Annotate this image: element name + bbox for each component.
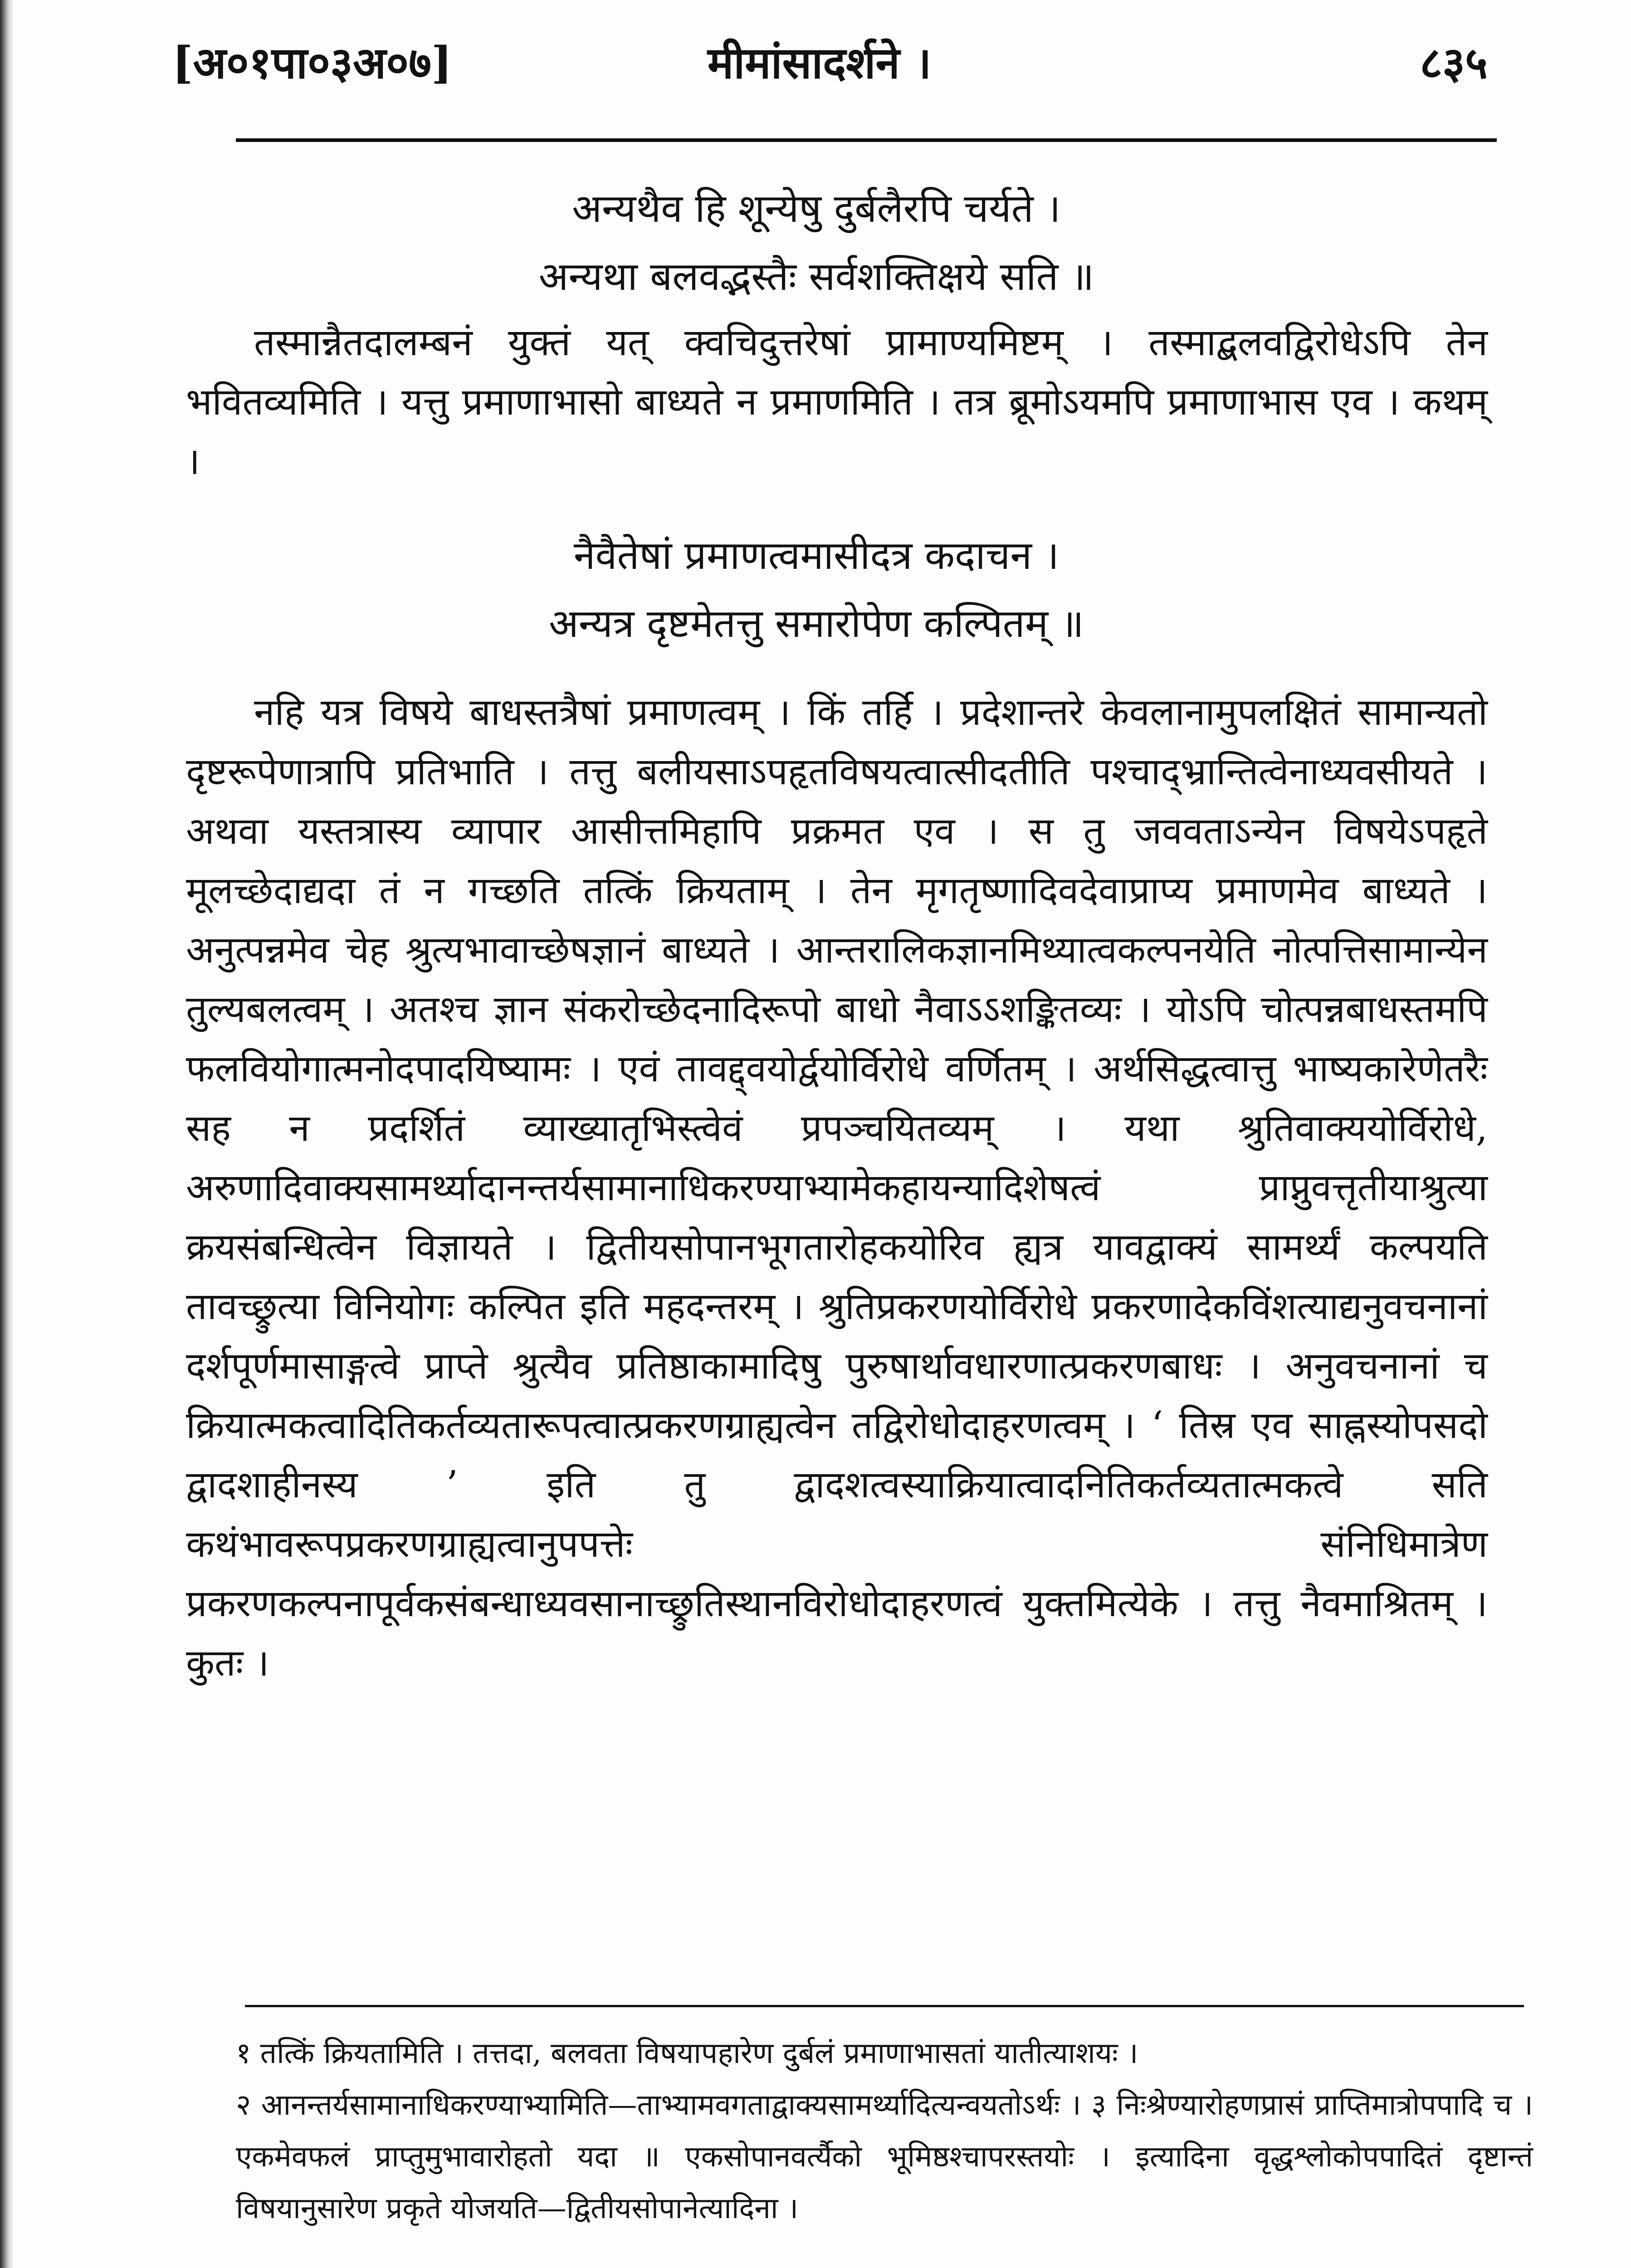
verse-block-1	[181, 175, 1451, 311]
page-number: ८३५	[1420, 37, 1488, 88]
scan-edge-shadow	[0, 0, 14, 2268]
chapter-reference: [अ०१पा०३अ०७]	[172, 37, 452, 88]
running-header	[172, 32, 1488, 86]
paragraph-2: नहि यत्र विषये बाधस्तत्रैषां प्रमाणत्वम् । किं तर्हि । प्रदेशान्तरे केवलानामुपलक्षितं सामान्यतो दृष्टरूपेणात्रापि प्रतिभाति । तत्तु बलीयसाऽपहृतविषयत्वात्सीदतीति पश्चाद्भ्रान्तित्वेनाध्यवसीयते । अथवा यस्तत्रास्य व्यापार आसीत्तमिहापि प्रक्रमत एव । स तु जववताऽन्येन विषयेऽपहृते मूलच्छेदाद्यदा तं न गच्छति तत्किं क्रियताम् । तेन मृगतृष्णादिवदेवाप्राप्य प्रमाणमेव बाध्यते । अनुत्पन्नमेव चेह श्रुत्यभावाच्छेषज्ञानं बाध्यते । आन्तरालिकज्ञानमिथ्यात्वकल्पनयेति नोत्पत्तिसामान्येन तुल्यबलत्वम् । अतश्च ज्ञान संकरोच्छेदनादिरूपो बाधो नैवाऽऽशङ्कितव्यः । योऽपि चोत्पन्नबाधस्तमपि फलवियोगात्मनोदपादयिष्यामः । एवं तावद्द्वयोर्द्वयोर्विरोधे वर्णितम् । अर्थसिद्धत्वात्तु भाष्यकारेणेतरैः सह न प्रदर्शितं व्याख्यातृभिस्त्वेवं प्रपञ्चयितव्यम् । यथा श्रुतिवाक्ययोर्विरोधे, अरुणादिवाक्यसामर्थ्यादानन्तर्यसामानाधिकरण्याभ्यामेकहायन्यादिशेषत्वं प्राप्नुवत्तृतीयाश्रुत्या क्रयसंबन्धित्वेन विज्ञायते । द्वितीयसोपानभूगतारोहकयोरिव ह्यत्र यावद्वाक्यं सामर्थ्यं कल्पयति तावच्छ्रुत्या विनियोगः कल्पित इति महदन्तरम् । श्रुतिप्रकरणयोर्विरोधे प्रकरणादेकविंशत्याद्यनुवचनानां दर्शपूर्णमासाङ्गत्वे प्राप्ते श्रुत्यैव प्रतिष्ठाकामादिषु पुरुषार्थावधारणात्प्रकरणबाधः । अनुवचनानां च क्रियात्मकत्वादितिकर्तव्यतारूपत्वात्प्रकरणग्राह्यत्वेन तद्विरोधोदाहरणत्वम् । ‘ तिस्र एव साह्नस्योपसदो द्वादशाहीनस्य ’ इति तु द्वादशत्वस्याक्रियात्वादनितिकर्तव्यतात्मकत्वे सति कथंभावरूपप्रकरणग्राह्यत्वानुपपत्तेः संनिधिमात्रेण प्रकरणकल्पनापूर्वकसंबन्धाध्यवसानाच्छ्रुतिस्थानविरोधोदाहरणत्वं युक्तमित्येके । तत्तु नैवमाश्रितम् । कुतः ।	[186, 691, 1488, 1685]
footnote: १ तत्किं क्रियतामिति । तत्तदा, बलवता विषयापहारेण दुर्बलं प्रमाणाभासतां यातीत्याशयः ।	[236, 2037, 1138, 2070]
footnote-rule	[245, 2005, 1524, 2007]
verse-line: अन्यथैव हि शून्येषु दुर्बलैरपि चर्यते ।	[572, 186, 1061, 231]
header-rule	[236, 138, 1497, 142]
verse-block-2	[181, 522, 1451, 658]
running-title: मीमांसादर्शने ।	[708, 37, 932, 88]
verse-line: नैवैतेषां प्रमाणत्वमासीदत्र कदाचन ।	[573, 533, 1060, 578]
footnotes	[236, 2028, 1533, 2234]
verse-line: अन्यथा बलवद्भस्तैः सर्वशक्तिक्षये सति ॥	[538, 254, 1094, 299]
verse-line: अन्यत्र दृष्टमेतत्तु समारोपेण कल्पितम् ॥	[549, 601, 1084, 646]
footnote: २ आनन्तर्यसामानाधिकरण्याभ्यामिति—ताभ्यामवगताद्वाक्यसामर्थ्यादित्यन्वयतोऽर्थः । ३ निःश्रेण्यारोहणप्रासं प्राप्तिमात्रोपपादि च । एकमेवफलं प्राप्तुमुभावारोहतो यदा ॥ एकसोपानवर्त्यैको भूमिष्ठश्चापरस्तयोः । इत्यादिना वृद्धश्लोकोपपादितं दृष्टान्तं विषयानुसारेण प्रकृते योजयति—द्वितीयसोपानेत्यादिना ।	[236, 2088, 1533, 2225]
paragraph-1: तस्मान्नैतदालम्बनं युक्तं यत् क्वचिदुत्तरेषां प्रामाण्यमिष्टम् । तस्माद्बलवद्विरोधेऽपि तेन भवितव्यमिति । यत्तु प्रमाणाभासो बाध्यते न प्रमाणमिति । तत्र ब्रूमोऽयमपि प्रमाणाभास एव । कथम् ।	[186, 321, 1488, 483]
